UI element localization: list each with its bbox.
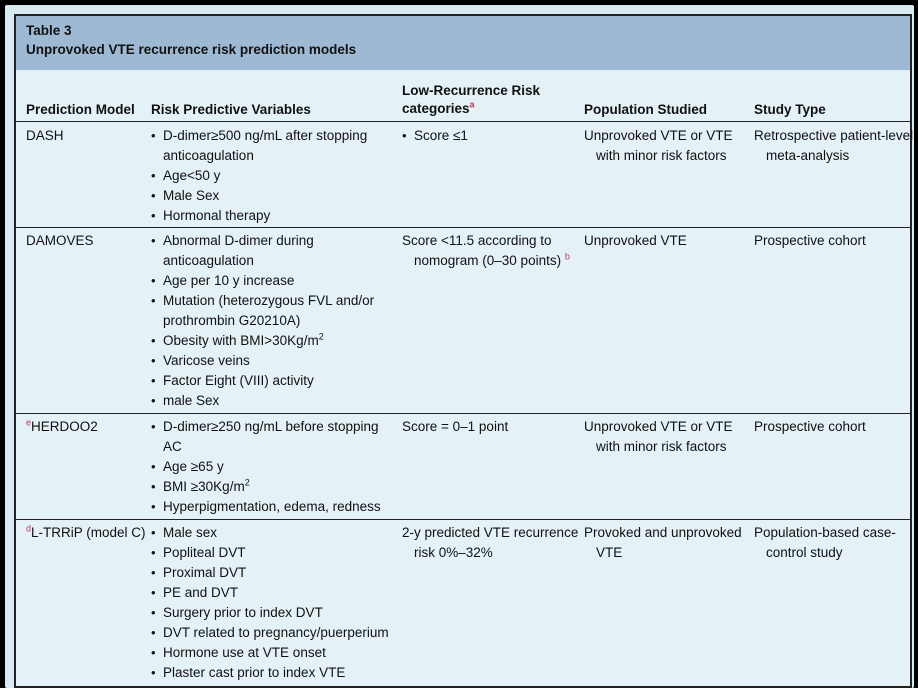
- list-item: • Popliteal DVT: [151, 543, 391, 563]
- row-rule: [16, 413, 910, 414]
- superscript: 2: [244, 477, 250, 488]
- row-ltrrip-low-risk: 2-y predicted VTE recurrence risk 0%–32%: [402, 525, 579, 560]
- bmi-text: BMI ≥30Kg/m: [163, 479, 245, 494]
- list-item: • PE and DVT: [151, 583, 391, 603]
- row-herdoo2-model: [26, 417, 98, 437]
- list-item: • DVT related to pregnancy/puerperium: [151, 623, 391, 643]
- row-ltrrip-study: Population-based case-control study: [754, 525, 896, 560]
- table: [14, 14, 912, 688]
- header-study-type: Study Type: [754, 102, 826, 117]
- list-item: • Proximal DVT: [151, 563, 391, 583]
- row-damoves-low-risk-text: Score <11.5 according to nomogram (0–30 points): [402, 233, 562, 268]
- list-item: • Surgery prior to index DVT: [151, 603, 391, 623]
- row-herdoo2-population: Unprovoked VTE or VTE with minor risk factors: [584, 419, 733, 454]
- row-damoves-model-name: DAMOVES: [26, 233, 94, 248]
- header-low-risk-line1: Low-Recurrence Risk: [402, 83, 541, 98]
- row-damoves-variables: [151, 231, 391, 411]
- list-item: • Score ≤1: [402, 126, 572, 146]
- list-item: • Hormonal therapy: [151, 206, 391, 226]
- row-herdoo2-model-name: HERDOO2: [31, 419, 98, 434]
- list-item: • Age ≥65 y: [151, 457, 391, 477]
- list-item: • Male sex: [151, 523, 391, 543]
- row-dash-low-risk: [402, 126, 572, 146]
- row-damoves-model: [26, 231, 94, 251]
- row-dash-model-name: DASH: [26, 128, 64, 143]
- row-ltrrip-population: Provoked and unprovoked VTE: [584, 525, 742, 560]
- list-item: • Factor Eight (VIII) activity: [151, 371, 391, 391]
- superscript: 2: [318, 331, 324, 342]
- row-damoves-study: Prospective cohort: [754, 233, 866, 248]
- row-rule: [16, 519, 910, 520]
- list-item: • Abnormal D-dimer during anticoagulation: [151, 231, 391, 271]
- row-ltrrip-model-prefix: d: [26, 523, 32, 534]
- row-rule: [16, 227, 910, 228]
- footnote-a: a: [469, 99, 475, 110]
- list-item: • Age per 10 y increase: [151, 271, 391, 291]
- table-label: Table 3: [26, 23, 72, 38]
- list-item: [151, 331, 391, 351]
- table-card: [5, 5, 914, 688]
- header-prediction-model: Prediction Model: [26, 102, 135, 117]
- row-ltrrip-model-name: L-TRRiP (model C): [31, 525, 146, 540]
- row-ltrrip-model: [26, 523, 146, 543]
- list-item: • Age<50 y: [151, 166, 391, 186]
- list-item: • Hormone use at VTE onset: [151, 643, 391, 663]
- row-dash-variables: [151, 126, 391, 226]
- list-item: • Hyperpigmentation, edema, redness: [151, 497, 391, 517]
- list-item: • Male Sex: [151, 186, 391, 206]
- list-item: • Plaster cast prior to index VTE: [151, 663, 391, 683]
- header-low-risk-line2: categories: [402, 101, 470, 116]
- header-population: Population Studied: [584, 102, 707, 117]
- row-herdoo2-model-prefix: e: [26, 417, 32, 428]
- table-title: Unprovoked VTE recurrence risk prediction models: [26, 42, 357, 57]
- row-herdoo2-variables: [151, 417, 391, 517]
- row-dash-population: Unprovoked VTE or VTE with minor risk factors: [584, 128, 733, 163]
- row-herdoo2-low-risk: Score = 0–1 point: [402, 419, 509, 434]
- list-item: • D-dimer≥500 ng/mL after stopping anticoagulation: [151, 126, 391, 166]
- row-damoves-population: Unprovoked VTE: [584, 233, 687, 248]
- list-item: • D-dimer≥250 ng/mL before stopping AC: [151, 417, 391, 457]
- footnote-b: b: [564, 251, 570, 262]
- list-item: • male Sex: [151, 391, 391, 411]
- row-herdoo2-study: Prospective cohort: [754, 419, 866, 434]
- header-risk-variables: Risk Predictive Variables: [151, 102, 311, 117]
- list-item: • Varicose veins: [151, 351, 391, 371]
- list-item: [151, 477, 391, 497]
- row-dash-model: [26, 126, 64, 146]
- bmi-text: Obesity with BMI>30Kg/m: [163, 333, 319, 348]
- list-item: • Mutation (heterozygous FVL and/or prothrombin G20210A): [151, 291, 391, 331]
- row-dash-study: Retrospective patient-level meta-analysis: [754, 128, 914, 163]
- header-rule: [16, 121, 910, 122]
- header-low-risk: [402, 82, 540, 118]
- row-ltrrip-variables: [151, 523, 391, 683]
- table-title-band: [16, 16, 910, 70]
- row-damoves-low-risk: [402, 231, 584, 271]
